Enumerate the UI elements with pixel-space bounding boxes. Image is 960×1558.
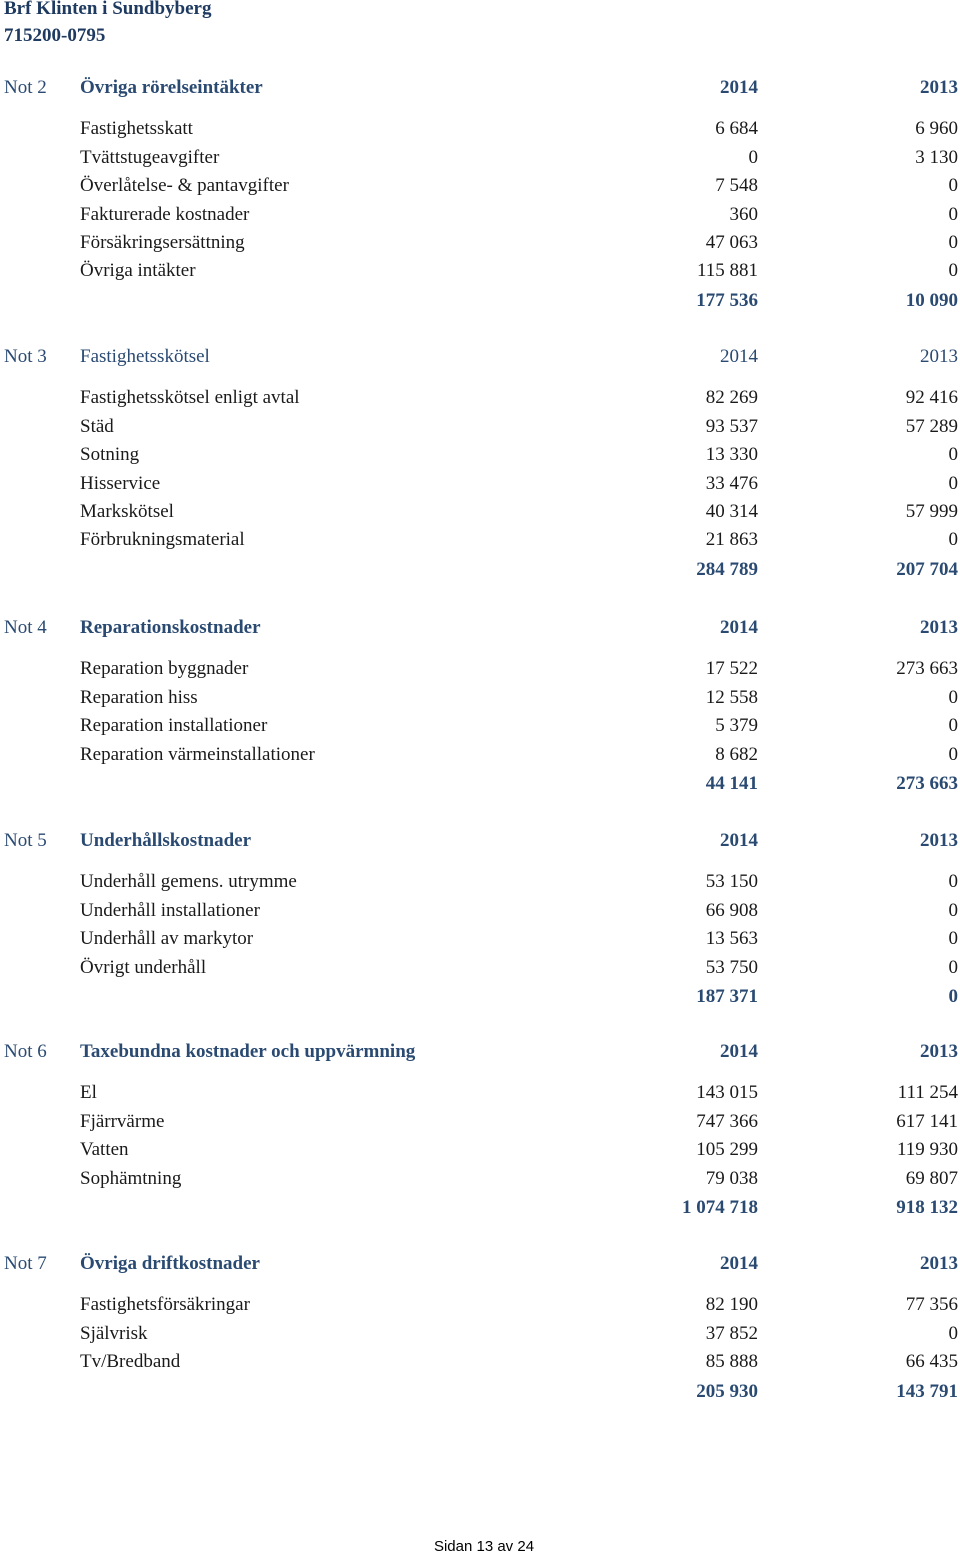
value-2013: 0 <box>948 956 958 978</box>
row-label: Sotning <box>80 444 140 466</box>
row-label: Fastighetsförsäkringar <box>80 1294 250 1316</box>
note-heading <box>0 343 960 371</box>
row-label: Självrisk <box>80 1322 148 1344</box>
value-2013: 0 <box>948 743 958 765</box>
note-title: Underhållskostnader <box>80 830 252 851</box>
table-row <box>0 144 960 172</box>
year-header-2013: 2013 <box>920 346 958 367</box>
value-2014: 7 548 <box>715 175 758 197</box>
row-label: Övriga intäkter <box>80 260 196 282</box>
row-label: Underhåll av markytor <box>80 928 254 950</box>
year-header-2014: 2014 <box>720 1253 758 1274</box>
note-title: Övriga rörelseintäkter <box>80 77 263 98</box>
note-section <box>0 1250 960 1407</box>
row-label: Överlåtelse- & pantavgifter <box>80 175 289 197</box>
value-2013: 0 <box>948 472 958 494</box>
value-2013: 57 289 <box>905 415 958 437</box>
row-label: Fastighetsskötsel enligt avtal <box>80 387 300 409</box>
value-2013: 0 <box>948 686 958 708</box>
table-row <box>0 655 960 683</box>
note-heading <box>0 1250 960 1278</box>
row-label: Hisservice <box>80 472 161 494</box>
row-label: Städ <box>80 415 114 437</box>
row-label: Sophämtning <box>80 1167 182 1189</box>
table-row <box>0 1348 960 1376</box>
table-row <box>0 1079 960 1107</box>
table-row <box>0 384 960 412</box>
total-2013: 207 704 <box>896 558 958 580</box>
row-label: Markskötsel <box>80 500 174 522</box>
row-label: Reparation hiss <box>80 686 198 708</box>
note-section <box>0 343 960 585</box>
note-title: Fastighetsskötsel <box>80 346 210 367</box>
note-heading <box>0 614 960 642</box>
value-2014: 0 <box>748 146 758 168</box>
value-2014: 21 863 <box>705 529 758 551</box>
total-2014: 187 371 <box>696 985 758 1007</box>
note-heading <box>0 827 960 855</box>
total-2013: 273 663 <box>896 772 958 794</box>
row-label: Reparation byggnader <box>80 658 249 680</box>
year-header-2013: 2013 <box>920 1253 958 1274</box>
value-2013: 119 930 <box>896 1139 958 1161</box>
table-row <box>0 954 960 982</box>
value-2014: 105 299 <box>696 1139 758 1161</box>
value-2013: 0 <box>948 1322 958 1344</box>
value-2013: 66 435 <box>905 1351 958 1373</box>
note-number: Not 6 <box>4 1041 47 1062</box>
table-row <box>0 172 960 200</box>
year-header-2014: 2014 <box>720 617 758 638</box>
note-section <box>0 74 960 316</box>
value-2013: 0 <box>948 928 958 950</box>
value-2013: 0 <box>948 715 958 737</box>
total-2014: 205 930 <box>696 1380 758 1402</box>
table-row <box>0 1108 960 1136</box>
note-title: Övriga driftkostnader <box>80 1253 260 1274</box>
value-2014: 66 908 <box>705 899 758 921</box>
value-2013: 0 <box>948 231 958 253</box>
table-row <box>0 1320 960 1348</box>
note-title: Reparationskostnader <box>80 617 261 638</box>
value-2013: 0 <box>948 203 958 225</box>
year-header-2013: 2013 <box>920 77 958 98</box>
value-2014: 47 063 <box>705 231 758 253</box>
total-2014: 284 789 <box>696 558 758 580</box>
note-section <box>0 827 960 1012</box>
row-label: Förbrukningsmaterial <box>80 529 245 551</box>
note-heading <box>0 74 960 102</box>
note-number: Not 7 <box>4 1253 47 1274</box>
value-2013: 0 <box>948 175 958 197</box>
value-2014: 13 330 <box>705 444 758 466</box>
value-2014: 79 038 <box>705 1167 758 1189</box>
note-title: Taxebundna kostnader och uppvärmning <box>80 1041 416 1062</box>
total-2013: 0 <box>948 985 958 1007</box>
table-row <box>0 470 960 498</box>
total-row <box>0 982 960 1012</box>
value-2014: 82 190 <box>705 1294 758 1316</box>
table-row <box>0 201 960 229</box>
row-label: Försäkringsersättning <box>80 231 245 253</box>
value-2014: 37 852 <box>705 1322 758 1344</box>
year-header-2013: 2013 <box>920 617 958 638</box>
total-2013: 143 791 <box>896 1380 958 1402</box>
value-2013: 69 807 <box>905 1167 958 1189</box>
value-2014: 93 537 <box>705 415 758 437</box>
row-label: Övrigt underhåll <box>80 956 207 978</box>
value-2014: 85 888 <box>705 1351 758 1373</box>
value-2013: 0 <box>948 444 958 466</box>
table-row <box>0 684 960 712</box>
table-row <box>0 741 960 769</box>
table-row <box>0 1291 960 1319</box>
value-2013: 6 960 <box>915 118 958 140</box>
table-row <box>0 441 960 469</box>
org-name: Brf Klinten i Sundbyberg <box>4 0 212 19</box>
value-2013: 111 254 <box>897 1082 958 1104</box>
year-header-2014: 2014 <box>720 830 758 851</box>
row-label: Reparation installationer <box>80 715 268 737</box>
value-2014: 115 881 <box>696 260 758 282</box>
value-2014: 6 684 <box>715 118 758 140</box>
page-number: Sidan 13 av 24 <box>433 1538 535 1555</box>
value-2013: 92 416 <box>905 387 958 409</box>
value-2013: 617 141 <box>896 1110 958 1132</box>
total-2013: 918 132 <box>896 1196 958 1218</box>
value-2014: 82 269 <box>705 387 758 409</box>
year-header-2014: 2014 <box>720 1041 758 1062</box>
value-2014: 8 682 <box>715 743 758 765</box>
row-label: Reparation värmeinstallationer <box>80 743 315 765</box>
table-row <box>0 229 960 257</box>
row-label: Fjärrvärme <box>80 1110 165 1132</box>
value-2013: 3 130 <box>915 146 958 168</box>
total-row <box>0 286 960 316</box>
table-row <box>0 712 960 740</box>
row-label: Underhåll installationer <box>80 899 260 921</box>
value-2014: 12 558 <box>705 686 758 708</box>
value-2014: 17 522 <box>705 658 758 680</box>
table-row <box>0 868 960 896</box>
note-number: Not 4 <box>4 617 47 638</box>
row-label: Tv/Bredband <box>80 1351 181 1373</box>
table-row <box>0 526 960 554</box>
note-number: Not 3 <box>4 346 47 367</box>
row-label: Fakturerade kostnader <box>80 203 250 225</box>
value-2013: 0 <box>948 529 958 551</box>
note-number: Not 2 <box>4 77 47 98</box>
total-row <box>0 1193 960 1223</box>
table-row <box>0 257 960 285</box>
total-row <box>0 555 960 585</box>
year-header-2013: 2013 <box>920 1041 958 1062</box>
total-row <box>0 1377 960 1407</box>
value-2013: 57 999 <box>905 500 958 522</box>
value-2014: 53 150 <box>705 871 758 893</box>
value-2014: 747 366 <box>696 1110 758 1132</box>
total-2014: 177 536 <box>696 289 758 311</box>
total-row <box>0 769 960 799</box>
row-label: El <box>80 1082 97 1104</box>
value-2014: 143 015 <box>696 1082 758 1104</box>
table-row <box>0 1165 960 1193</box>
total-2014: 44 141 <box>705 772 758 794</box>
value-2014: 53 750 <box>705 956 758 978</box>
org-number: 715200-0795 <box>4 25 106 46</box>
row-label: Vatten <box>80 1139 129 1161</box>
table-row <box>0 413 960 441</box>
value-2013: 0 <box>948 260 958 282</box>
table-row <box>0 897 960 925</box>
table-row <box>0 925 960 953</box>
value-2014: 33 476 <box>705 472 758 494</box>
row-label: Tvättstugeavgifter <box>80 146 220 168</box>
row-label: Fastighetsskatt <box>80 118 193 140</box>
year-header-2014: 2014 <box>720 346 758 367</box>
value-2014: 5 379 <box>715 715 758 737</box>
note-number: Not 5 <box>4 830 47 851</box>
value-2014: 13 563 <box>705 928 758 950</box>
value-2014: 40 314 <box>705 500 758 522</box>
total-2013: 10 090 <box>905 289 958 311</box>
note-section <box>0 614 960 799</box>
total-2014: 1 074 718 <box>682 1196 758 1218</box>
value-2013: 0 <box>948 899 958 921</box>
table-row <box>0 498 960 526</box>
value-2013: 77 356 <box>905 1294 958 1316</box>
value-2013: 273 663 <box>896 658 958 680</box>
year-header-2013: 2013 <box>920 830 958 851</box>
year-header-2014: 2014 <box>720 77 758 98</box>
note-section <box>0 1038 960 1223</box>
row-label: Underhåll gemens. utrymme <box>80 871 297 893</box>
value-2014: 360 <box>729 203 758 225</box>
table-row <box>0 115 960 143</box>
table-row <box>0 1136 960 1164</box>
note-heading <box>0 1038 960 1066</box>
value-2013: 0 <box>948 871 958 893</box>
